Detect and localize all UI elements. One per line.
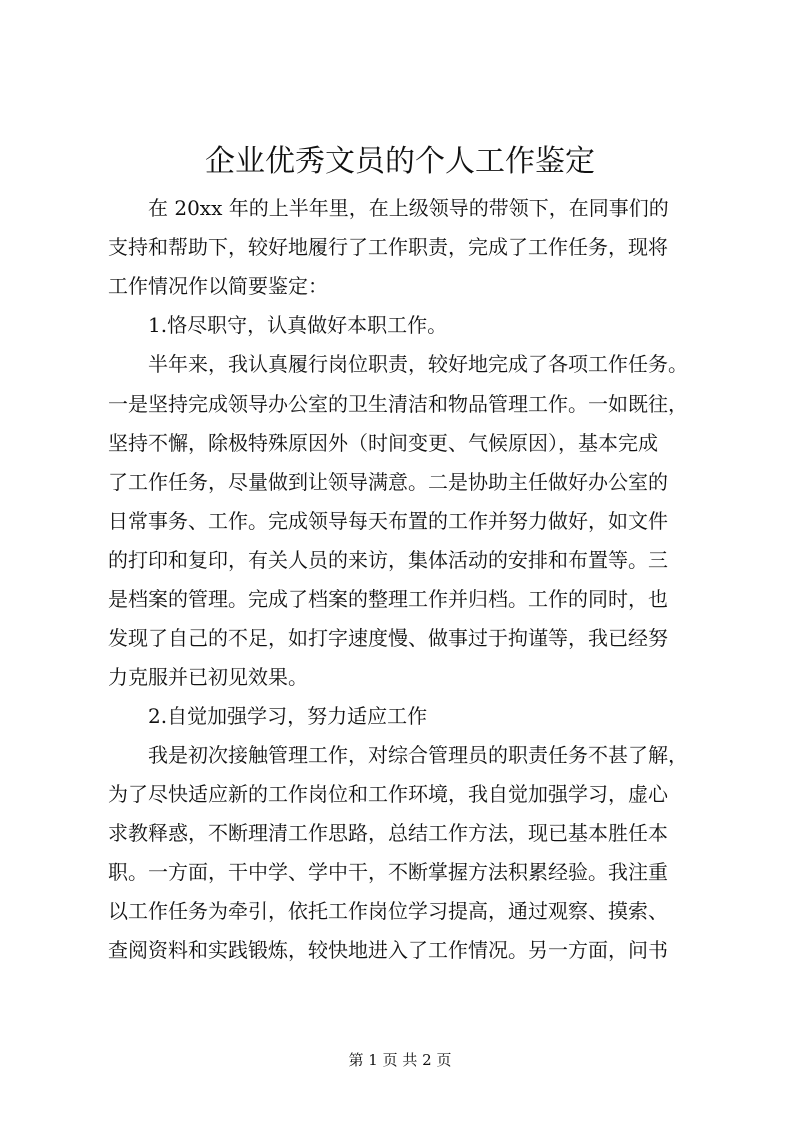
body-line: 的打印和复印，有关人员的来访，集体活动的安排和布置等。三 <box>108 548 668 572</box>
body-line: 半年来，我认真履行岗位职责，较好地完成了各项工作任务。 <box>148 352 688 376</box>
body-line: 为了尽快适应新的工作岗位和工作环境，我自觉加强学习，虚心 <box>108 782 668 806</box>
body-line: 查阅资料和实践锻炼，较快地进入了工作情况。另一方面，问书 <box>108 938 668 962</box>
section-heading: 2.自觉加强学习，努力适应工作 <box>148 704 428 728</box>
body-line: 日常事务、工作。完成领导每天布置的工作并努力做好，如文件 <box>108 509 668 533</box>
body-line: 坚持不懈，除极特殊原因外（时间变更、气候原因），基本完成 <box>108 431 658 455</box>
body-line: 在 20xx 年的上半年里，在上级领导的带领下，在同事们的 <box>148 196 669 220</box>
body-line: 力克服并已初见效果。 <box>108 665 308 689</box>
body-line: 以工作任务为牵引，依托工作岗位学习提高，通过观察、摸索、 <box>108 899 668 923</box>
body-line: 一是坚持完成领导办公室的卫生清洁和物品管理工作。一如既往， <box>108 392 688 416</box>
body-line: 了工作任务，尽量做到让领导满意。二是协助主任做好办公室的 <box>108 470 668 494</box>
body-line: 发现了自己的不足，如打字速度慢、做事过于拘谨等，我已经努 <box>108 626 668 650</box>
body-line: 支持和帮助下，较好地履行了工作职责，完成了工作任务，现将 <box>108 235 668 259</box>
body-line: 求教释惑，不断理清工作思路，总结工作方法，现已基本胜任本 <box>108 821 668 845</box>
section-heading: 1.恪尽职守，认真做好本职工作。 <box>148 313 448 337</box>
page-footer: 第 1 页 共 2 页 <box>348 1051 452 1069</box>
document-title: 企业优秀文员的个人工作鉴定 <box>205 144 595 179</box>
body-line: 是档案的管理。完成了档案的整理工作并归档。工作的同时，也 <box>108 587 668 611</box>
body-line: 职。一方面，干中学、学中干，不断掌握方法积累经验。我注重 <box>108 860 668 884</box>
body-line: 工作情况作以简要鉴定： <box>108 274 328 298</box>
body-line: 我是初次接触管理工作，对综合管理员的职责任务不甚了解， <box>148 743 688 767</box>
